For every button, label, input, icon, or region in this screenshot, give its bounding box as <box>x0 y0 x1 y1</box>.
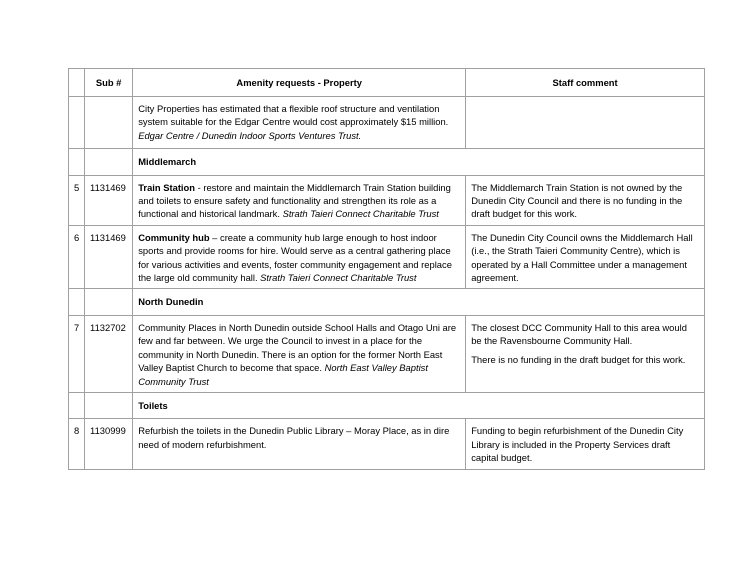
section-row-middlemarch <box>69 149 705 175</box>
request-text <box>133 419 466 469</box>
request-body: Refurbish the toilets in the Dunedin Public Library – Moray Place, as in dire need of modern refurbishment. <box>138 425 450 450</box>
request-body: – create a community hub large enough to host indoor sports and provide rooms for hire. Would serve as a central gathering place for various activities and events, foster community engagement and replace the large old community hall. <box>138 231 452 284</box>
row-number: 5 <box>69 175 85 225</box>
request-lead: Train Station <box>138 181 195 193</box>
request-source: North East Valley Baptist Community Trust <box>138 362 428 387</box>
staff-comment: The Middlemarch Train Station is not owned by the Dunedin City Council and there is no funding in the draft budget for this work. <box>466 175 705 225</box>
header-staff-comment: Staff comment <box>466 69 705 97</box>
table-header-row <box>69 69 705 97</box>
header-index <box>69 69 85 97</box>
section-title: North Dunedin <box>133 289 705 315</box>
table-row <box>69 175 705 225</box>
sub-number: 1132702 <box>85 315 133 392</box>
row-number: 6 <box>69 225 85 289</box>
row-number: 8 <box>69 419 85 469</box>
table-row <box>69 225 705 289</box>
staff-comment: Funding to begin refurbishment of the Dunedin City Library is included in the Property Services draft capital budget. <box>466 419 705 469</box>
table-row <box>69 315 705 392</box>
request-body: Community Places in North Dunedin outside School Halls and Otago Uni are few and far between. We urge the Council to invest in a place for the community in North Dunedin. There is an option for the former North East Valley Baptist Church to become that space. <box>138 321 457 374</box>
request-text <box>133 97 466 149</box>
staff-comment: The Dunedin City Council owns the Middlemarch Hall (i.e., the Strath Taieri Community Centre), which is operated by a Hall Committee under a management agreement. <box>466 225 705 289</box>
request-source: Strath Taieri Connect Charitable Trust <box>282 208 439 220</box>
header-sub-number: Sub # <box>85 69 133 97</box>
staff-comment: The closest DCC Community Hall to this area would be the Ravensbourne Community Hall. There is no funding in the draft budget for this work. <box>466 315 705 392</box>
request-source: Strath Taieri Connect Charitable Trust <box>260 272 417 284</box>
request-lead: Community hub <box>138 231 210 243</box>
request-body: - restore and maintain the Middlemarch Train Station building and toilets to ensure safety and functionality and strengthen its role as a functional and historical landmark. <box>138 181 451 220</box>
header-amenity-requests: Amenity requests - Property <box>133 69 466 97</box>
section-row-toilets <box>69 392 705 418</box>
request-text <box>133 175 466 225</box>
table-row <box>69 419 705 469</box>
row-number: 7 <box>69 315 85 392</box>
request-source: Edgar Centre / Dunedin Indoor Sports Ventures Trust. <box>138 129 362 141</box>
request-body: City Properties has estimated that a flexible roof structure and ventilation system suitable for the Edgar Centre would cost approximately $15 million. <box>138 103 449 128</box>
section-row-north-dunedin <box>69 289 705 315</box>
sub-number: 1131469 <box>85 225 133 289</box>
table-row-continued <box>69 97 705 149</box>
section-title: Middlemarch <box>133 149 705 175</box>
amenity-requests-table <box>68 68 705 470</box>
section-title: Toilets <box>133 392 705 418</box>
request-text <box>133 225 466 289</box>
request-text <box>133 315 466 392</box>
sub-number: 1131469 <box>85 175 133 225</box>
sub-number: 1130999 <box>85 419 133 469</box>
